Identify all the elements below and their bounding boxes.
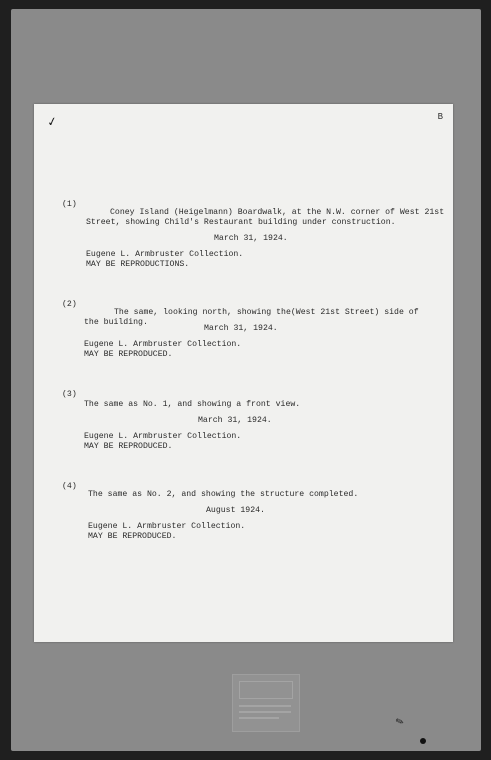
entry-credit: Eugene L. Armbruster Collection. (86, 250, 244, 259)
entry-number: (3) (62, 390, 77, 399)
entry-number: (2) (62, 300, 77, 309)
entry-reproduction-note: MAY BE REPRODUCTIONS. (86, 260, 190, 269)
entry-number: (1) (62, 200, 77, 209)
entry-credit: Eugene L. Armbruster Collection. (84, 340, 242, 349)
entry-date: March 31, 1924. (214, 234, 288, 243)
entry-date: March 31, 1924. (198, 416, 272, 425)
ink-speck (420, 738, 426, 744)
stamp-line (239, 705, 291, 707)
stamp-line (239, 717, 279, 719)
entry-credit: Eugene L. Armbruster Collection. (88, 522, 246, 531)
stamp-box (239, 681, 293, 699)
entry-description-line: The same as No. 2, and showing the structure completed. (88, 490, 359, 499)
archive-stamp (232, 674, 300, 732)
entry-reproduction-note: MAY BE REPRODUCED. (84, 442, 173, 451)
stamp-line (239, 711, 291, 713)
pencil-mark-icon: ✎ (393, 714, 406, 730)
page-letter: B (437, 112, 443, 122)
entry-reproduction-note: MAY BE REPRODUCED. (88, 532, 177, 541)
document-page (34, 104, 453, 642)
entry-description-line: The same, looking north, showing the(West 21st Street) side of (114, 308, 419, 317)
entry-date: March 31, 1924. (204, 324, 278, 333)
entry-reproduction-note: MAY BE REPRODUCED. (84, 350, 173, 359)
check-mark-icon: ✓ (46, 114, 59, 132)
entry-description-line: the building. (84, 318, 148, 327)
entry-description-line: The same as No. 1, and showing a front view. (84, 400, 301, 409)
entry-credit: Eugene L. Armbruster Collection. (84, 432, 242, 441)
entry-description-line: Coney Island (Heigelmann) Boardwalk, at the N.W. corner of West 21st (110, 208, 445, 217)
entry-description-line: Street, showing Child's Restaurant building under construction. (86, 218, 396, 227)
entry-date: August 1924. (206, 506, 265, 515)
entry-number: (4) (62, 482, 77, 491)
